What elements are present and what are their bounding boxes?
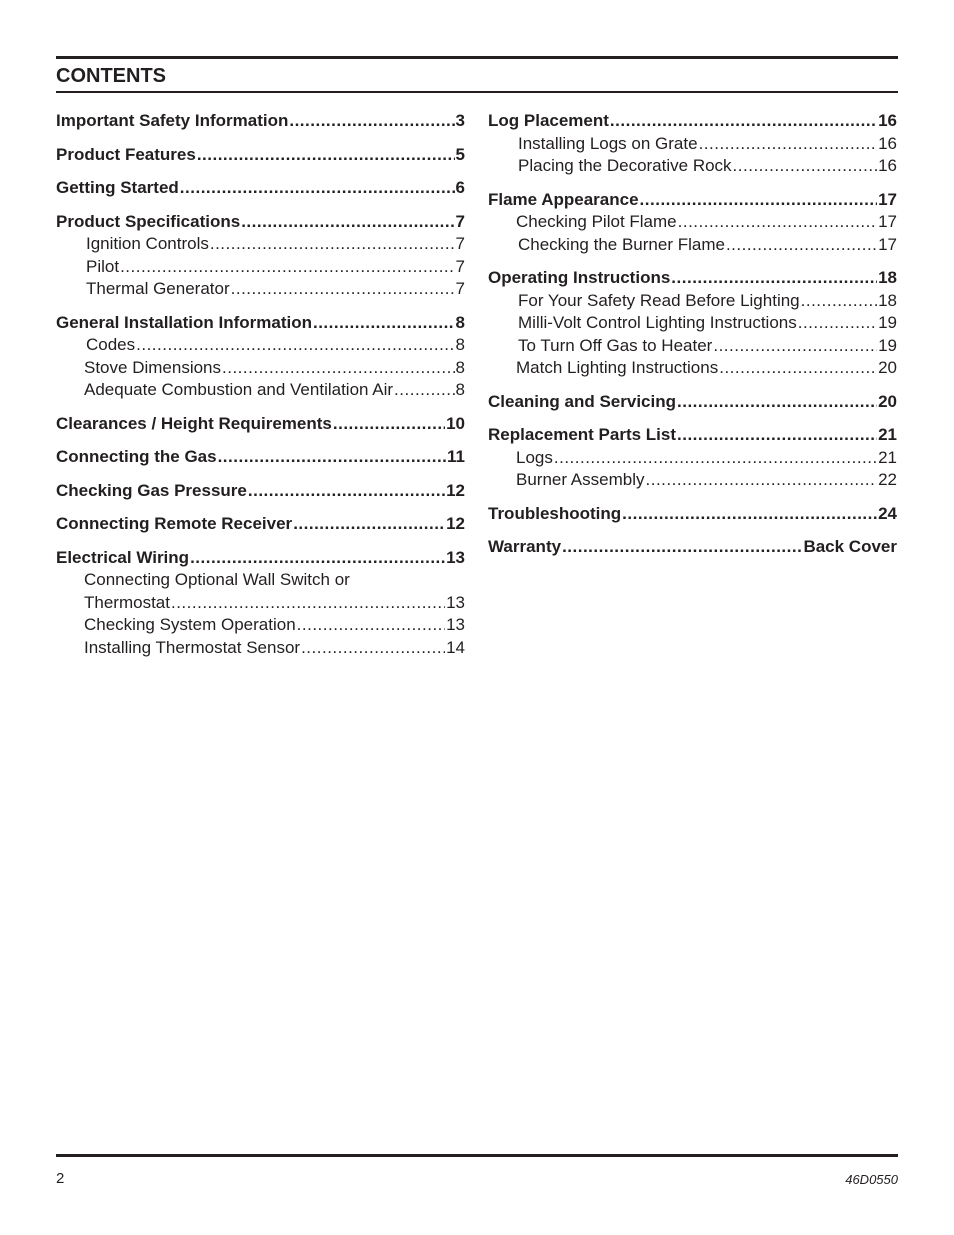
toc-subentry: [488, 234, 897, 257]
toc-section: [56, 547, 465, 660]
toc-subentry: [488, 357, 897, 380]
toc-subentry-title: Ignition Controls: [86, 234, 209, 253]
dot-leader: [120, 256, 454, 279]
toc-subentry-title: Installing Logs on Grate: [518, 133, 698, 153]
toc-subentry-title: For Your Safety Read Before Lighting: [518, 290, 800, 310]
document-code: 46D0550: [845, 1172, 898, 1187]
dot-leader: [562, 536, 802, 559]
toc-section: [56, 480, 465, 503]
page-ref: 13: [446, 615, 465, 634]
dot-leader: [394, 379, 454, 402]
dot-leader: [713, 335, 877, 358]
toc-heading-title: Operating Instructions: [488, 268, 671, 287]
toc-section: [56, 177, 465, 200]
dot-leader: [801, 290, 877, 313]
toc-section: [56, 144, 465, 167]
dot-leader: [677, 424, 877, 447]
toc-subentry-title: Milli-Volt Control Lighting Instructions: [518, 313, 797, 332]
dot-leader: [180, 177, 455, 200]
toc-section: [488, 391, 897, 414]
toc-subentry: [56, 357, 465, 380]
toc-right-column: [488, 110, 897, 570]
toc-heading-entry: [56, 446, 465, 469]
toc-section: [56, 413, 465, 436]
dot-leader: [190, 547, 445, 570]
toc-section: [488, 503, 897, 526]
toc-heading-entry: [488, 267, 897, 290]
toc-heading-entry: [488, 391, 897, 414]
toc-heading-title: Product Features: [56, 144, 196, 164]
toc-heading-title: Replacement Parts List: [488, 425, 677, 444]
toc-subentry-title: Codes: [86, 335, 136, 354]
page-ref: 3: [455, 111, 465, 130]
toc-subentry: [56, 637, 465, 660]
toc-left-column: [56, 110, 465, 670]
toc-subentry-title: Thermal Generator: [86, 279, 230, 298]
page-ref: 7: [455, 256, 465, 276]
footer-rule: [56, 1154, 898, 1157]
page-ref: 19: [878, 335, 897, 355]
toc-subentry: [56, 614, 465, 637]
toc-subentry: [488, 447, 897, 470]
toc-subentry: [488, 312, 897, 335]
page-ref: 8: [455, 380, 465, 399]
page-ref: 10: [446, 413, 465, 433]
page-ref: 16: [878, 111, 897, 130]
page-ref: 14: [446, 637, 465, 657]
toc-subentry: [56, 379, 465, 402]
dot-leader: [798, 312, 877, 335]
page-ref: 18: [878, 290, 897, 310]
toc-heading-entry: [488, 424, 897, 447]
dot-leader: [210, 233, 455, 256]
toc-heading-title: Electrical Wiring: [56, 547, 190, 567]
toc-heading-title: Connecting the Gas: [56, 447, 217, 466]
dot-leader: [554, 447, 877, 470]
page-ref: 8: [455, 357, 465, 377]
toc-heading-entry: [56, 211, 465, 234]
toc-heading-title: Log Placement: [488, 111, 609, 130]
dot-leader: [301, 637, 445, 660]
toc-heading-entry: [56, 312, 465, 335]
toc-subentry-title: Stove Dimensions: [84, 357, 222, 377]
toc-section: [488, 267, 897, 380]
toc-subentry: [488, 290, 897, 313]
toc-heading-entry: [488, 110, 897, 133]
page-ref: 16: [878, 156, 897, 175]
dot-leader: [646, 469, 878, 492]
dot-leader: [677, 391, 877, 414]
toc-section: [488, 110, 897, 178]
page-ref: 8: [455, 335, 465, 354]
toc-section: [488, 424, 897, 492]
dot-leader: [313, 312, 455, 335]
toc-subentry-title: Checking System Operation: [84, 615, 296, 634]
page-number: 2: [56, 1170, 65, 1187]
toc-heading-entry: [488, 536, 897, 559]
toc-subentry: [56, 233, 465, 256]
dot-leader: [197, 144, 455, 167]
page-ref: 7: [455, 211, 465, 231]
toc-section: [56, 446, 465, 469]
dot-leader: [333, 413, 445, 436]
toc-subentry-title: To Turn Off Gas to Heater: [518, 335, 713, 355]
page-ref: 22: [878, 470, 897, 489]
toc-heading-title: Product Specifications: [56, 211, 241, 231]
page-ref: 24: [878, 503, 897, 523]
dot-leader: [248, 480, 445, 503]
page-ref: 7: [455, 234, 465, 253]
toc-heading-title: Checking Gas Pressure: [56, 480, 247, 500]
toc-subentry-title: Placing the Decorative Rock: [518, 156, 732, 175]
toc-section: [56, 513, 465, 536]
page-ref: 7: [455, 279, 465, 298]
dot-leader: [733, 155, 878, 178]
dot-leader: [719, 357, 877, 380]
toc-heading-entry: [56, 547, 465, 570]
toc-heading-title: Flame Appearance: [488, 189, 639, 209]
page-ref: 8: [455, 312, 465, 332]
toc-section: [56, 312, 465, 402]
page-ref: 6: [455, 178, 465, 197]
toc-subentry-title: Burner Assembly: [516, 470, 645, 489]
dot-leader: [222, 357, 455, 380]
toc-heading-title: Important Safety Information: [56, 111, 289, 130]
dot-leader: [640, 189, 878, 212]
toc-subentry: [488, 335, 897, 358]
page-ref: 17: [878, 212, 897, 231]
toc-heading-title: Connecting Remote Receiver: [56, 514, 293, 533]
toc-section: [56, 110, 465, 133]
dot-leader: [218, 446, 446, 469]
toc-heading-entry: [488, 503, 897, 526]
toc-heading-title: Warranty: [488, 537, 562, 556]
dot-leader: [678, 211, 877, 234]
toc-subentry: [488, 155, 897, 178]
toc-section: [488, 536, 897, 559]
toc-heading-entry: [56, 144, 465, 167]
toc-heading-entry: [56, 480, 465, 503]
toc-subentry-title: Pilot: [86, 256, 120, 276]
toc-subentry: [56, 334, 465, 357]
toc-heading-title: General Installation Information: [56, 312, 312, 332]
dot-leader: [241, 211, 454, 234]
page-ref: 20: [878, 391, 897, 411]
page-ref: 5: [455, 144, 465, 164]
toc-subentry-title: Match Lighting Instructions: [516, 358, 719, 377]
page-ref: 18: [878, 268, 897, 287]
toc-subentry: [56, 278, 465, 301]
dot-leader: [726, 234, 877, 257]
toc-section: [488, 189, 897, 257]
top-rule: [56, 56, 898, 59]
toc-heading-title: Cleaning and Servicing: [488, 391, 676, 411]
dot-leader: [136, 334, 454, 357]
page-ref: 20: [878, 358, 897, 377]
page-ref: 12: [446, 514, 465, 533]
dot-leader: [297, 614, 445, 637]
toc-heading-entry: [56, 513, 465, 536]
page-ref: 17: [878, 234, 897, 254]
toc-subentry-title: Thermostat: [84, 592, 170, 612]
page-ref: 13: [446, 592, 465, 612]
toc-subentry-title: Adequate Combustion and Ventilation Air: [84, 380, 394, 399]
toc-subentry-title: Installing Thermostat Sensor: [84, 637, 301, 657]
toc-heading-entry: [56, 413, 465, 436]
page-ref: 13: [446, 547, 465, 567]
toc-heading-title: Troubleshooting: [488, 503, 622, 523]
toc-subentry-title: Checking the Burner Flame: [518, 234, 725, 254]
toc-subentry-title: Checking Pilot Flame: [516, 212, 677, 231]
dot-leader: [622, 503, 877, 526]
dot-leader: [699, 133, 878, 156]
toc-subentry: [488, 469, 897, 492]
toc-subentry: [488, 211, 897, 234]
toc-subentry: [56, 592, 465, 615]
page-ref: 19: [878, 313, 897, 332]
toc-section: [56, 211, 465, 301]
dot-leader: [610, 110, 877, 133]
dot-leader: [293, 513, 445, 536]
dot-leader: [289, 110, 454, 133]
toc-subentry-title: Logs: [516, 447, 553, 467]
toc-heading-entry: [56, 110, 465, 133]
page-ref: 21: [878, 425, 897, 444]
toc-subentry-title: Connecting Optional Wall Switch or: [84, 570, 350, 589]
page-title: CONTENTS: [56, 65, 166, 87]
toc-heading-title: Getting Started: [56, 178, 179, 197]
page-ref: 16: [878, 133, 897, 153]
toc-subentry: [56, 569, 465, 592]
title-rule: [56, 91, 898, 93]
toc-heading-entry: [488, 189, 897, 212]
page-ref: 11: [447, 447, 465, 466]
page-ref: 17: [878, 189, 897, 209]
dot-leader: [671, 267, 877, 290]
toc-subentry: [488, 133, 897, 156]
dot-leader: [231, 278, 455, 301]
page-ref: Back Cover: [803, 537, 897, 556]
toc-heading-entry: [56, 177, 465, 200]
toc-subentry: [56, 256, 465, 279]
dot-leader: [171, 592, 445, 615]
page-ref: 21: [878, 447, 897, 467]
toc-heading-title: Clearances / Height Requirements: [56, 413, 332, 433]
page-ref: 12: [446, 480, 465, 500]
